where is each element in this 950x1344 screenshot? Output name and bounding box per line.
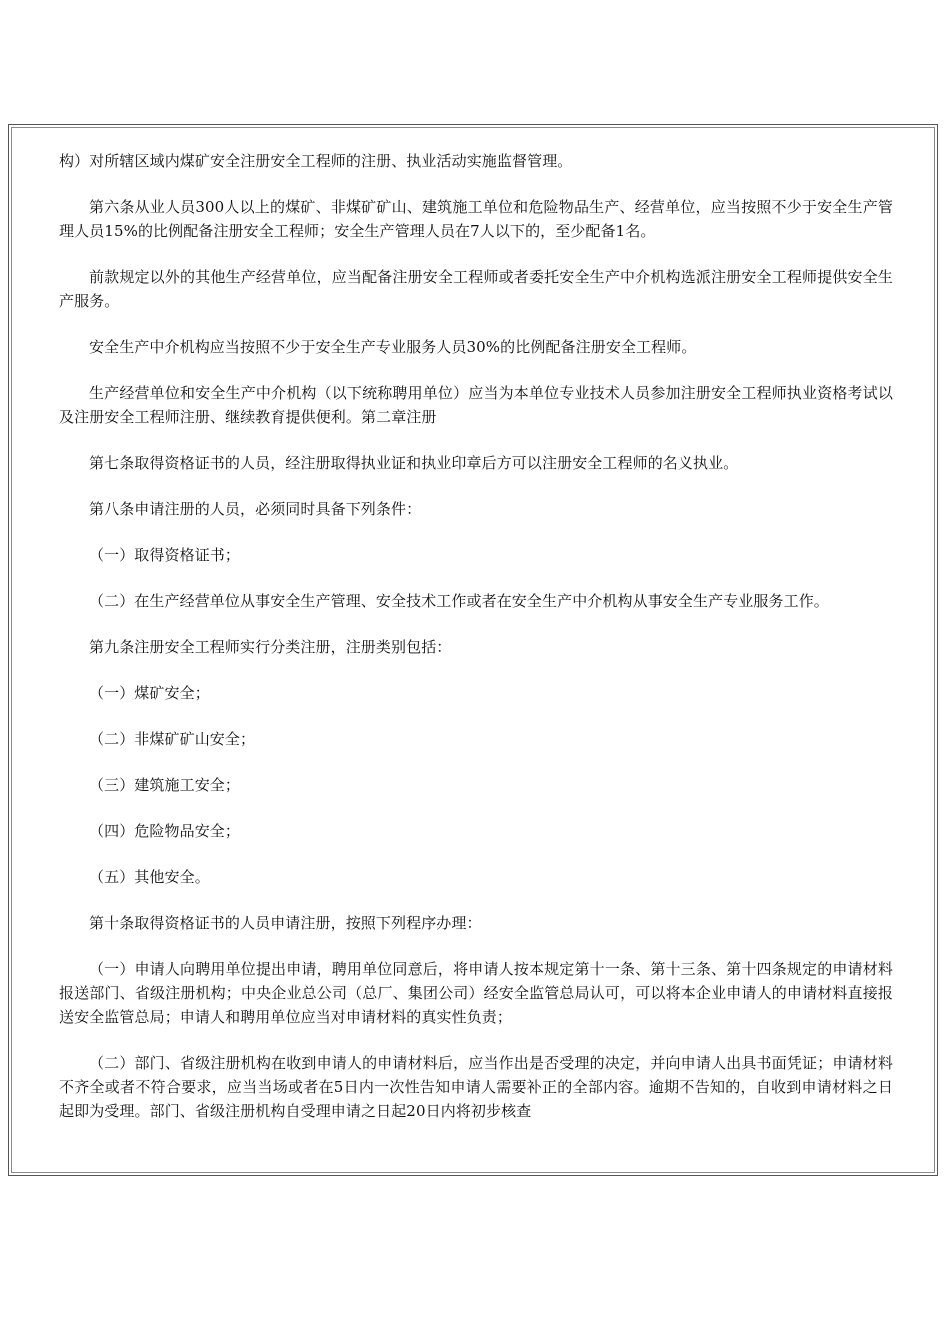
paragraph-article-6: 第六条从业人员300人以上的煤矿、非煤矿矿山、建筑施工单位和危险物品生产、经营单位，应当按照不少于安全生产管理人员15%的比例配备注册安全工程师；安全生产管理人员在7人以下的，至少配备1名。 [59, 198, 893, 240]
document-body [59, 149, 893, 1123]
list-item-article-9-3: （三）建筑施工安全； [89, 776, 241, 794]
paragraph-article-9: 第九条注册安全工程师实行分类注册，注册类别包括： [89, 638, 452, 656]
paragraph-article-7: 第七条取得资格证书的人员，经注册取得执业证和执业印章后方可以注册安全工程师的名义执业。 [89, 454, 739, 472]
paragraph-intermediary: 安全生产中介机构应当按照不少于安全生产专业服务人员30%的比例配备注册安全工程师。 [89, 338, 697, 356]
list-item-article-10-2: （二）部门、省级注册机构在收到申请人的申请材料后，应当作出是否受理的决定，并向申请人出具书面凭证；申请材料不齐全或者不符合要求，应当当场或者在5日内一次性告知申请人需要补正的全部内容。逾期不告知的，自收到申请材料之日起即为受理。部门、省级注册机构自受理申请之日起20日内将初步核查 [59, 1054, 893, 1120]
list-item-article-9-2: （二）非煤矿矿山安全； [89, 730, 256, 748]
paragraph-employer-duty: 生产经营单位和安全生产中介机构（以下统称聘用单位）应当为本单位专业技术人员参加注册安全工程师执业资格考试以及注册安全工程师注册、继续教育提供便利。第二章注册 [59, 384, 893, 426]
document-frame [8, 124, 938, 1176]
list-item-article-10-1: （一）申请人向聘用单位提出申请，聘用单位同意后，将申请人按本规定第十一条、第十三条、第十四条规定的申请材料报送部门、省级注册机构；中央企业总公司（总厂、集团公司）经安全监管总局认可，可以将本企业申请人的申请材料直接报送安全监管总局；申请人和聘用单位应当对申请材料的真实性负责； [59, 960, 893, 1026]
paragraph-article-10: 第十条取得资格证书的人员申请注册，按照下列程序办理： [89, 914, 482, 932]
list-item-article-8-2: （二）在生产经营单位从事安全生产管理、安全技术工作或者在安全生产中介机构从事安全生产专业服务工作。 [89, 592, 829, 610]
list-item-article-9-5: （五）其他安全。 [89, 868, 210, 886]
list-item-article-9-4: （四）危险物品安全； [89, 822, 241, 840]
list-item-article-9-1: （一）煤矿安全； [89, 684, 210, 702]
list-item-article-8-1: （一）取得资格证书； [89, 546, 241, 564]
paragraph-continuation: 构）对所辖区域内煤矿安全注册安全工程师的注册、执业活动实施监督管理。 [59, 152, 573, 170]
paragraph-article-8: 第八条申请注册的人员，必须同时具备下列条件： [89, 500, 422, 518]
paragraph-other-units: 前款规定以外的其他生产经营单位，应当配备注册安全工程师或者委托安全生产中介机构选派注册安全工程师提供安全生产服务。 [59, 268, 893, 310]
